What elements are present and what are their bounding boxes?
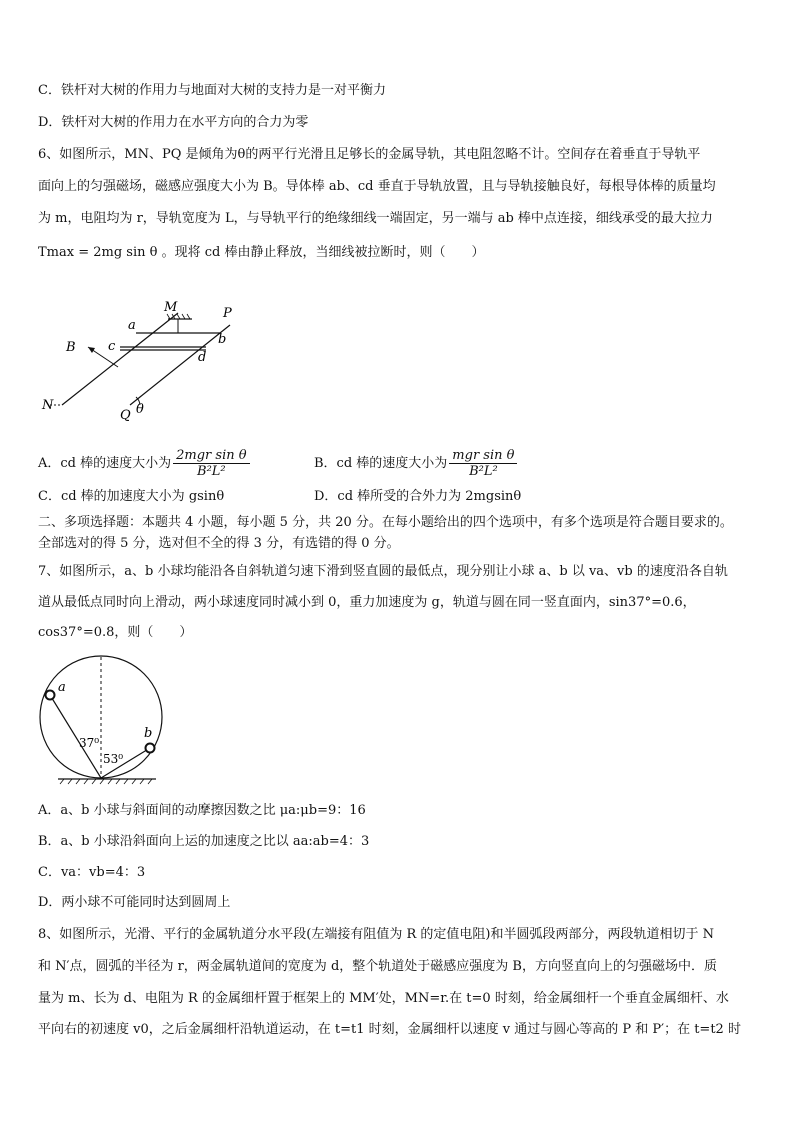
label-q: Q (120, 408, 131, 423)
q7-stem-line3: cos37°=0.8，则（ ） (38, 625, 193, 640)
q8-stem-line1: 8、如图所示，光滑、平行的金属轨道分水平段(左端接有阻值为 R 的定值电阻)和半圆弧段两部分，两段轨道相切于 N (38, 927, 714, 942)
q7-circle-diagram (36, 655, 176, 790)
ball-b (146, 744, 155, 753)
label-b: b (218, 332, 227, 347)
q7-option-d: D．两小球不可能同时达到圆周上 (38, 895, 231, 910)
opt-b-numerator: mgr sin θ (449, 448, 517, 464)
q6-stem-line3: 为 m，电阻均为 r，导轨宽度为 L，与导轨平行的绝缘细线一端固定，另一端与 ab 棒中点连接，细线承受的最大拉力 (38, 211, 713, 226)
opt-a-denominator: B²L² (197, 464, 226, 479)
section2-instructions-line2: 全部选对的得 5 分，选对但不全的得 3 分，有选错的得 0 分。 (38, 536, 400, 551)
q7-option-b: B．a、b 小球沿斜面向上运的加速度之比以 aa:ab=4：3 (38, 834, 370, 849)
q5-option-d: D．铁杆对大树的作用力在水平方向的合力为零 (38, 115, 309, 130)
q6-option-a: A．cd 棒的速度大小为 $\frac{\text{2mgr sin θ}}{\text{B²L²}}$ (38, 448, 250, 479)
q6-rail-diagram (40, 295, 270, 430)
q7-option-c: C．va：vb=4：3 (38, 865, 146, 880)
label-ball-a: a (58, 680, 66, 695)
label-d: d (198, 350, 207, 365)
q6-stem-line1: 6、如图所示，MN、PQ 是倾角为θ的两平行光滑且足够长的金属导轨，其电阻忽略不计。空间存在着垂直于导轨平 (38, 147, 701, 162)
opt-a-numerator: 2mgr sin θ (173, 448, 249, 464)
label-ball-b: b (144, 726, 153, 741)
q8-stem-line3: 量为 m、长为 d、电阻为 R 的金属细杆置于框架上的 MM′处，MN=r.在 t=0 时刻，给金属细杆一个垂直金属细杆、水 (38, 991, 729, 1006)
label-angle-37: 37⁰ (79, 736, 100, 750)
q6-stem-line4: Tmax = 2mg sin θ 。现将 cd 棒由静止释放，当细线被拉断时，则（ ） (38, 245, 485, 260)
rail-pq (130, 325, 230, 405)
label-p: P (223, 306, 232, 321)
opt-b-denominator: B²L² (469, 464, 498, 479)
q8-stem-line4: 平向右的初速度 v0，之后金属细杆沿轨道运动，在 t=t1 时刻，金属细杆以速度 v 通过与圆心等高的 P 和 P′；在 t=t2 时 (38, 1022, 741, 1037)
q6-option-b: B．cd 棒的速度大小为 $\frac{\text{mgr sin θ}}{\text{B²L²}}$ (314, 448, 517, 479)
ball-a (46, 691, 55, 700)
q6-stem-line2: 面向上的匀强磁场，磁感应强度大小为 B。导体棒 ab、cd 垂直于导轨放置，且与导轨接触良好，每根导体棒的质量均 (38, 179, 716, 194)
section2-instructions-line1: 二、多项选择题：本题共 4 小题，每小题 5 分，共 20 分。在每小题给出的四个选项中，有多个选项是符合题目要求的。 (38, 515, 733, 530)
q8-stem-line2: 和 N′点，圆弧的半径为 r，两金属轨道间的宽度为 d，整个轨道处于磁感应强度为 B，方向竖直向上的匀强磁场中．质 (38, 959, 717, 974)
q5-option-c: C．铁杆对大树的作用力与地面对大树的支持力是一对平衡力 (38, 83, 386, 98)
q7-stem-line2: 道从最低点同时向上滑动，两小球速度同时减小到 0，重力加速度为 g，轨道与圆在同一竖直面内，sin37°=0.6， (38, 595, 696, 610)
q7-stem-line1: 7、如图所示，a、b 小球均能沿各自斜轨道匀速下滑到竖直圆的最低点，现分别让小球 a、b 以 va、vb 的速度沿各自轨 (38, 564, 728, 579)
label-m: M (164, 300, 178, 315)
label-angle-53: 53⁰ (103, 752, 124, 766)
label-c: c (108, 339, 116, 354)
label-a: a (128, 318, 136, 333)
label-theta: θ (136, 402, 144, 417)
label-n: N (42, 398, 54, 413)
q6-option-c: C．cd 棒的加速度大小为 gsinθ (38, 489, 225, 504)
q6-option-d: D．cd 棒所受的合外力为 2mgsinθ (314, 489, 522, 504)
q7-option-a: A．a、b 小球与斜面间的动摩擦因数之比 μa:μb=9：16 (38, 803, 366, 818)
rail-mn (62, 313, 178, 405)
label-field-b: B (66, 340, 76, 355)
